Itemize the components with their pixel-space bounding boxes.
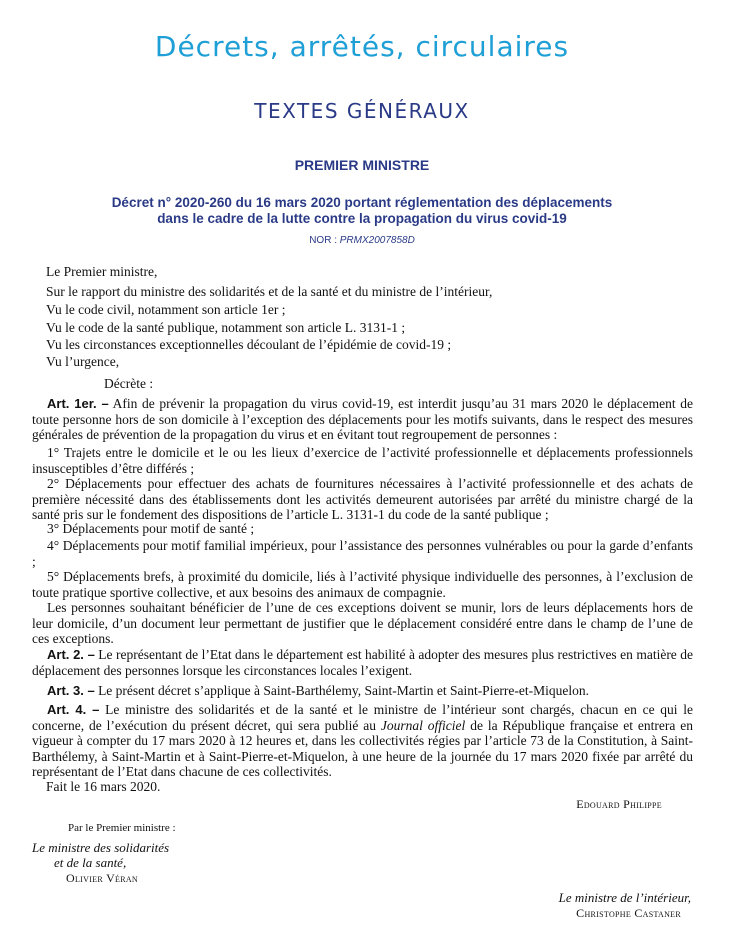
article-2-text: Le représentant de l’Etat dans le département est habilité à adopter des mesures plus restrictives en matière de déplacement des personnes lorsque les circonstances locales l’exigent. [32,647,693,678]
article-1-item-3: 3° Déplacements pour motif de santé ; [47,521,255,536]
article-2 [32,647,693,678]
article-3-text: Le présent décret s’applique à Saint-Barthélemy, Saint-Martin et Saint-Pierre-et-Miquelon. [98,683,590,698]
article-2-label: Art. 2. – [47,647,95,662]
article-4 [32,702,693,780]
nor-value: PRMX2007858D [339,235,415,246]
minister-health-name: Olivier Véran [66,871,139,885]
nor-reference [0,235,724,246]
preamble-line: Vu les circonstances exceptionnelles découlant de l’épidémie de covid-19 ; [46,337,452,352]
minister-interior-title: Le ministre de l’intérieur, [558,890,691,905]
decree-title-line1: Décret n° 2020-260 du 16 mars 2020 portant réglementation des déplacements [111,195,613,210]
article-1-label: Art. 1er. – [47,396,109,411]
preamble-line: Vu le code de la santé publique, notamment son article L. 3131-1 ; [46,320,406,335]
decree-title-line2: dans le cadre de la lutte contre la propagation du virus covid-19 [157,211,567,226]
par-premier-ministre: Par le Premier ministre : [68,822,176,834]
pm-signature: Edouard Philippe [576,797,662,811]
decree-title [60,195,664,227]
section-subtitle: TEXTES GÉNÉRAUX [254,99,470,123]
preamble-line: Vu l’urgence, [46,354,120,369]
nor-label: NOR : [309,235,337,246]
ministry-heading: PREMIER MINISTRE [294,157,430,173]
article-1-item-4: 4° Déplacements pour motif familial impérieux, pour l’assistance des personnes vulnérables ou pour la garde d’enfants ; [32,538,693,569]
article-1-closing: Les personnes souhaitant bénéficier de l’une de ces exceptions doivent se munir, lors de leurs déplacements hors de leur domicile, d’un document leur permettant de justifier que le déplacement considéré entre dans le champ de l’une de ces exceptions. [32,600,693,646]
article-4-text-b: de la République française et entrera en vigueur à compter du 17 mars 2020 à 12 heures et, dans les collectivités régies par l’article 73 de la Constitution, à Saint-Barthélemy, à Saint-Martin et à Saint-Pierre-et-Miquelon, à une heure de la journée du 17 mars 2020 fixée par arrêté du représentant de l’Etat dans chacune de ces collectivités. [32,717,694,779]
preamble-line: Vu le code civil, notamment son article 1er ; [46,302,286,317]
article-3-label: Art. 3. – [47,683,95,698]
article-4-label: Art. 4. – [47,702,100,717]
article-1-text: Afin de prévenir la propagation du virus covid-19, est interdit jusqu’au 31 mars 2020 le déplacement de toute personne hors de son domicile à l’exception des déplacements pour les motifs suivants, dans le respect des mesures générales de prévention de la propagation du virus et en évitant tout regroupement de personnes : [32,396,693,442]
article-1-item-5: 5° Déplacements brefs, à proximité du domicile, liés à l’activité physique individuelle des personnes, à l’exclusion de toute pratique sportive collective, et aux besoins des animaux de compagnie. [32,569,693,600]
article-1 [32,396,693,443]
journal-officiel: Journal officiel [380,717,466,733]
decrete-label: Décrète : [104,376,154,391]
minister-interior-name: Christophe Castaner [576,906,681,920]
preamble-line: Le Premier ministre, [46,264,158,279]
article-1-item-1: 1° Trajets entre le domicile et le ou les lieux d’exercice de l’activité professionnelle et déplacements professionnels insusceptibles d’être différés ; [32,445,693,476]
minister-health-line2: et de la santé, [54,855,127,870]
preamble-line: Sur le rapport du ministre des solidarités et de la santé et du ministre de l’intérieur, [46,284,493,299]
minister-health-title [32,840,169,870]
minister-health-line1: Le ministre des solidarités [32,840,170,855]
article-4-text-a: Le ministre des solidarités et de la santé et le ministre de l’intérieur sont chargés, chacun en ce qui le concerne, de l’exécution du présent décret, qui sera publié au [32,702,694,733]
fait-date: Fait le 16 mars 2020. [46,779,161,794]
section-title: Décrets, arrêtés, circulaires [154,30,570,63]
article-3 [32,683,693,699]
article-1-item-2: 2° Déplacements pour effectuer des achats de fournitures nécessaires à l’activité professionnelle et des achats de première nécessité dans des établissements dont les activités demeurent autorisées par arrêté du ministre chargé de la santé pris sur le fondement des dispositions de l’article L. 3131-1 du code de la santé publique ; [32,476,693,522]
